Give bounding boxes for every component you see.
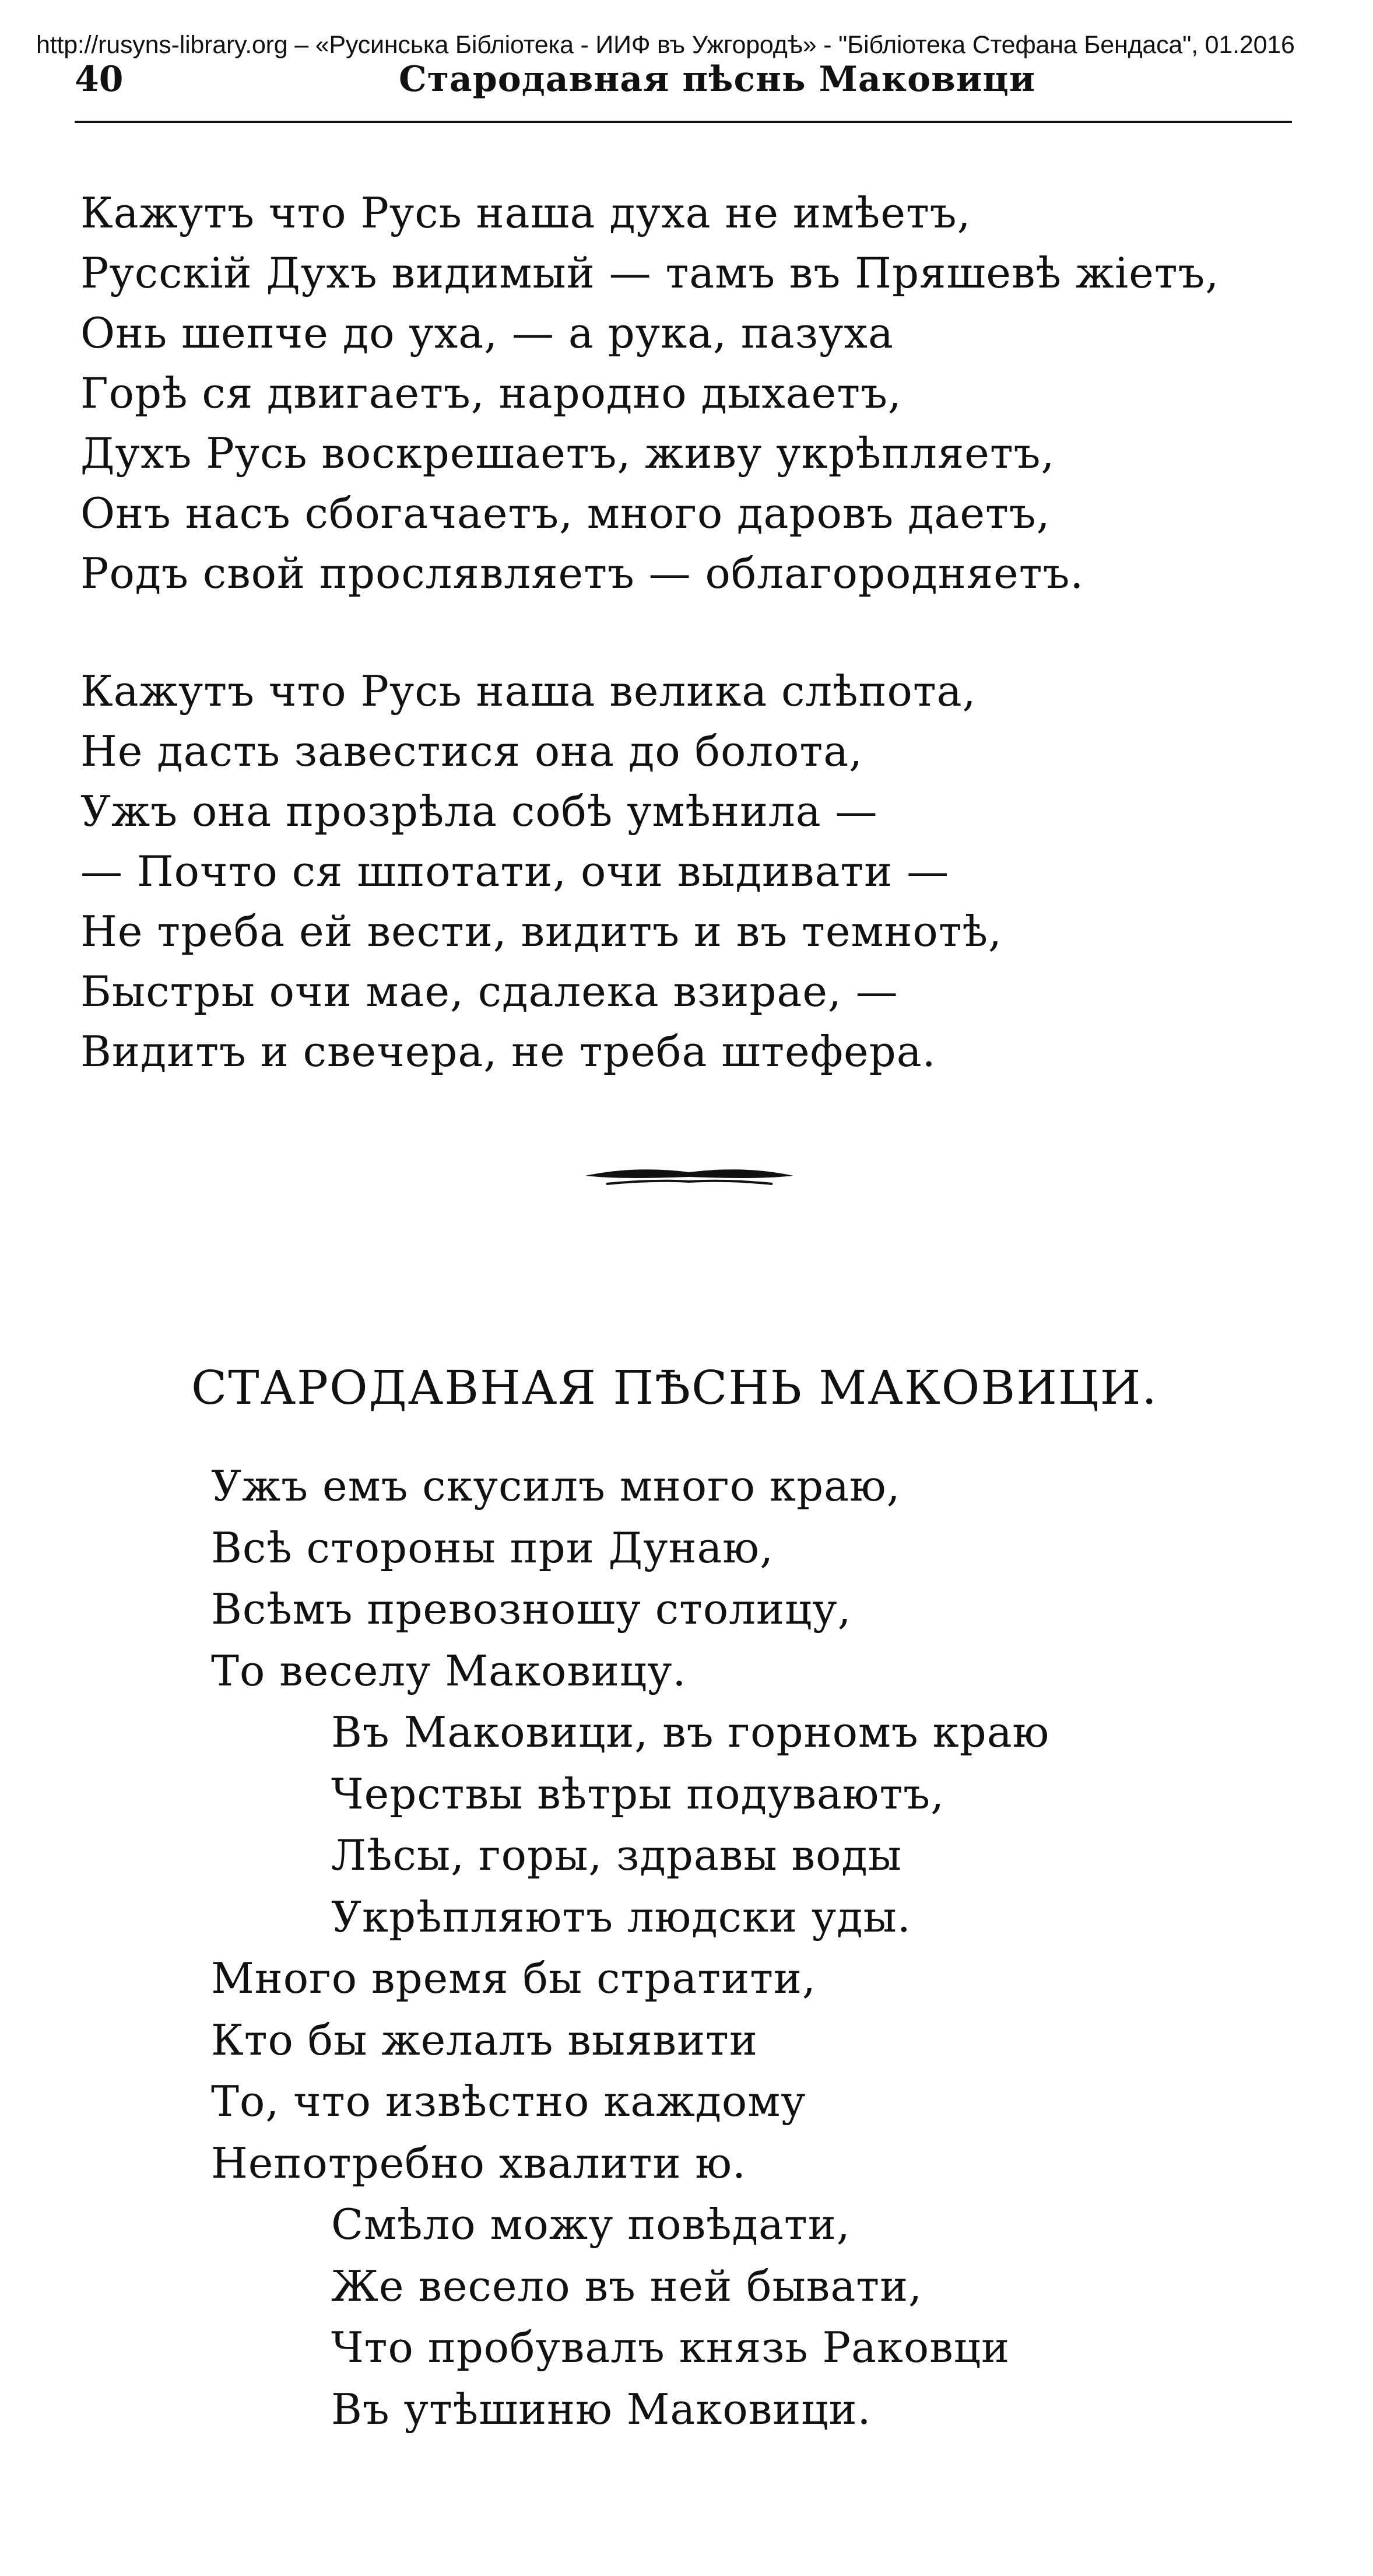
verse-line: Всѣ стороны при Дунаю, [211,1523,774,1572]
verse-line: Ужъ емъ скусилъ много краю, [211,1462,901,1510]
page-number: 40 [75,59,124,100]
verse-line: Русскій Духъ видимый — тамъ въ Пряшевѣ жіетъ, [80,248,1220,297]
verse-line: — Почто ся шпотати, очи выдивати — [80,847,950,896]
source-attribution-line: http://rusyns-library.org – «Русинська Бібліотека - ИИФ въ Ужгородѣ» - "Бібліотека Стефана Бендаса", 01.2016 [36,31,1295,59]
verse-line: То веселу Маковицу. [211,1646,687,1695]
verse-line: Въ утѣшиню Маковици. [331,2384,872,2434]
verse-line: Укрѣпляютъ людски уды. [331,1892,911,1941]
verse-line: То, что извѣстно каждому [211,2077,806,2126]
stanza-2 [80,661,1002,1082]
verse-line: Кажутъ что Русь наша духа не имѣетъ, [80,188,971,237]
verse-line: Родъ свой прослявляетъ — облагородняетъ. [80,549,1084,598]
stanza-1 [80,183,1219,604]
verse-line: Не треба ей вести, видитъ и въ темнотѣ, [80,907,1002,956]
verse-line: Всѣмъ превозношу столицу, [211,1585,852,1634]
verse-line: Же весело въ ней бывати, [331,2261,922,2311]
verse-line: Черствы вѣтры подуваютъ, [331,1769,945,1818]
verse-line: Горѣ ся двигаетъ, народно дыхаетъ, [80,369,902,418]
running-title: Стародавная пѣснь Маковици [399,59,1036,100]
verse-line: Кто бы желалъ выявити [211,2015,758,2065]
poem-title: СТАРОДАВНАЯ ПѢСНЬ МАКОВИЦИ. [191,1361,1158,1415]
verse-line: Много время бы стратити, [211,1954,816,2003]
section-divider-ornament [583,1161,796,1190]
verse-line: Не дасть завестися она до болота, [80,727,863,776]
verse-line: Непотребно хвалити ю. [211,2138,746,2188]
verse-line: Что пробувалъ князь Раковци [331,2323,1010,2372]
verse-line: Ужъ она прозрѣла собѣ умѣнила — [80,787,878,836]
poem-body [211,1456,1049,2440]
verse-line: Кажутъ что Русь наша велика слѣпота, [80,667,977,716]
verse-line: Онь шепче до уха, — а рука, пазуха [80,309,894,358]
verse-line: Лѣсы, горы, здравы воды [331,1831,903,1880]
header-rule [75,121,1292,123]
verse-line: Духъ Русь воскрешаетъ, живу укрѣпляетъ, [80,429,1055,478]
verse-line: Быстры очи мае, сдалека взирае, — [80,967,898,1016]
verse-line: Смѣло можу повѣдати, [331,2200,851,2249]
verse-line: Видитъ и свечера, не треба штефера. [80,1027,936,1076]
verse-line: Онъ насъ сбогачаетъ, много даровъ даетъ, [80,489,1051,538]
verse-line: Въ Маковици, въ горномъ краю [331,1708,1050,1757]
running-head [75,59,1293,112]
